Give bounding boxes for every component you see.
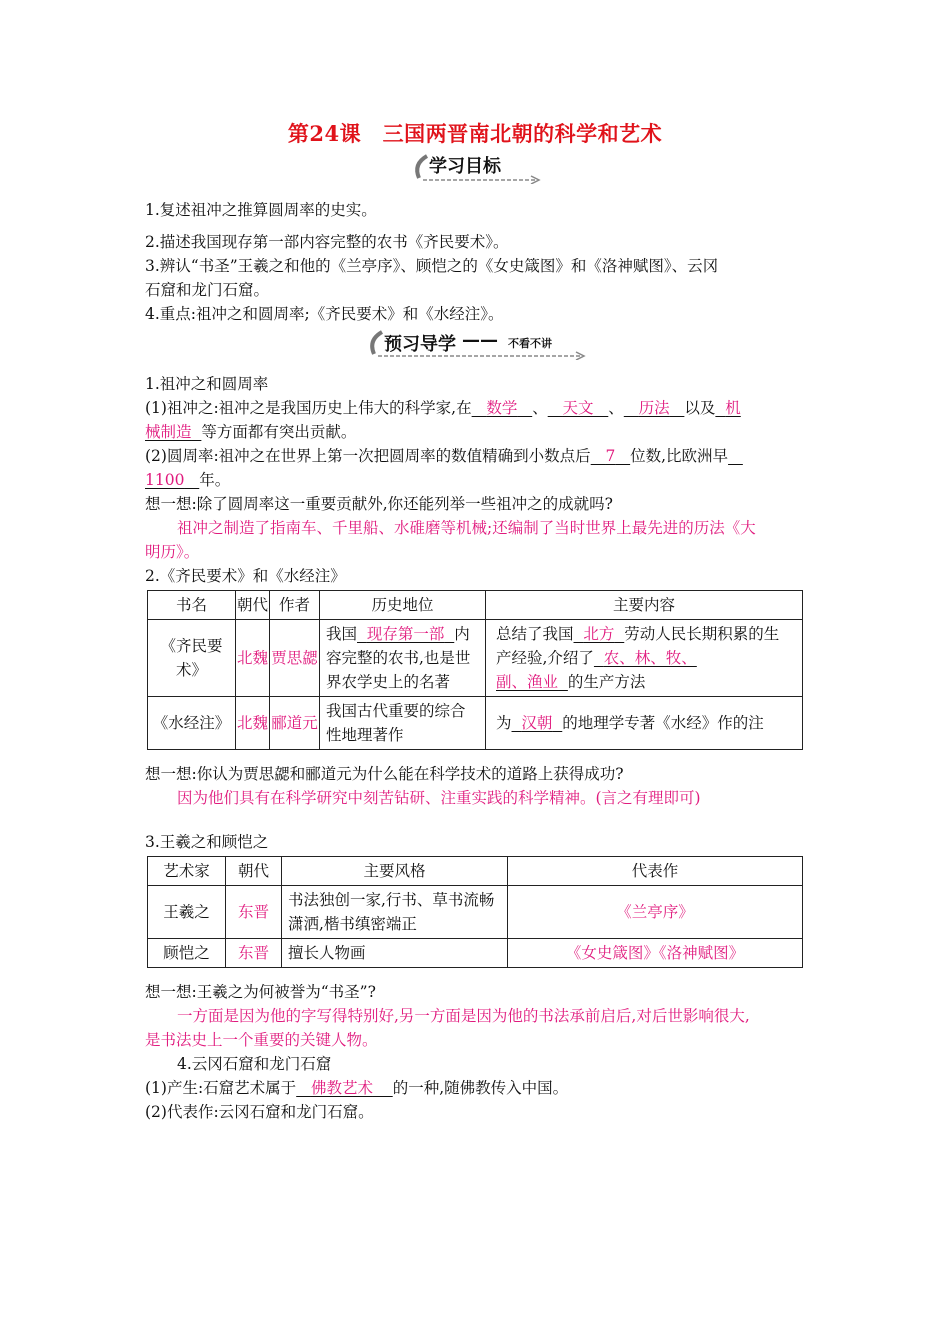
banner-label: 预习导学 <box>384 334 456 355</box>
banner-sublabel: 不看不讲 <box>508 337 552 350</box>
s2-think: 想一想:你认为贾思勰和郦道元为什么能在科学技术的道路上获得成功? <box>145 765 624 783</box>
goal-3-cont: 石窟和龙门石窟。 <box>145 281 270 299</box>
header-style: 主要风格 <box>282 857 508 886</box>
works-answer: 《兰亭序》 <box>508 886 803 939</box>
dynasty-answer: 东晋 <box>226 886 282 939</box>
header-works: 代表作 <box>508 857 803 886</box>
artist-name: 顾恺之 <box>148 939 226 968</box>
goal-4: 4.重点:祖冲之和圆周率;《齐民要术》和《水经注》。 <box>145 305 504 323</box>
header-position: 历史地位 <box>320 591 486 620</box>
s4-paragraph-1: (1)产生:石窟艺术属于 佛教艺术 的一种,随佛教传入中国。 <box>145 1079 569 1097</box>
s1-paragraph-1-cont: 械制造 等方面都有突出贡献。 <box>145 423 357 441</box>
position-cell: 我国古代重要的综合性地理著作 <box>320 697 486 750</box>
table-header-row <box>148 857 803 886</box>
goal-2: 2.描述我国现存第一部内容完整的农书《齐民要术》。 <box>145 233 509 251</box>
s1-paragraph-2-cont: 1100 年。 <box>145 471 231 489</box>
table-header-row <box>148 591 803 620</box>
s4-paragraph-2: (2)代表作:云冈石窟和龙门石窟。 <box>145 1103 374 1121</box>
content-cell: 总结了我国 北方 劳动人民长期积累的生产经验,介绍了 农、林、牧、 副、渔业 的生产方法 <box>486 620 803 697</box>
content-cell: 为 汉朝 的地理学专著《水经》作的注 <box>486 697 803 750</box>
banner-label: 学习目标 <box>429 156 501 177</box>
artists-table <box>147 856 803 968</box>
goal-1: 1.复述祖冲之推算圆周率的史实。 <box>145 201 377 219</box>
table-row <box>148 620 803 697</box>
position-cell: 我国 现存第一部 内容完整的农书,也是世界农学史上的名著 <box>320 620 486 697</box>
table-row <box>148 886 803 939</box>
header-content: 主要内容 <box>486 591 803 620</box>
s1-answer-cont: 明历》。 <box>145 543 200 561</box>
header-author: 作者 <box>270 591 320 620</box>
table-row <box>148 697 803 750</box>
lesson-title: 第24课 三国两晋南北朝的科学和艺术 <box>287 121 663 146</box>
s3-answer-cont: 是书法史上一个重要的关键人物。 <box>145 1031 378 1049</box>
s3-think: 想一想:王羲之为何被誉为“书圣”? <box>145 983 376 1001</box>
header-artist: 艺术家 <box>148 857 226 886</box>
dynasty-answer: 北魏 <box>236 620 270 697</box>
section-3-heading: 3.王羲之和顾恺之 <box>145 833 269 851</box>
table-row <box>148 939 803 968</box>
s1-think: 想一想:除了圆周率这一重要贡献外,你还能列举一些祖冲之的成就吗? <box>145 495 613 513</box>
author-answer: 郦道元 <box>270 697 320 750</box>
section-2-heading: 2.《齐民要术》和《水经注》 <box>145 567 346 585</box>
section-4-heading: 4.云冈石窟和龙门石窟 <box>177 1055 332 1073</box>
author-answer: 贾思勰 <box>270 620 320 697</box>
s1-paragraph-1: (1)祖冲之:祖冲之是我国历史上伟大的科学家,在 数学 、 天文 、 历法 以及 机 <box>145 399 741 417</box>
banner-preview <box>360 326 590 360</box>
books-table <box>147 590 803 750</box>
worksheet-page <box>145 118 805 1124</box>
section-1-heading: 1.祖冲之和圆周率 <box>145 375 269 393</box>
s2-answer: 因为他们具有在科学研究中刻苦钻研、注重实践的科学精神。(言之有理即可) <box>177 789 701 807</box>
dynasty-answer: 东晋 <box>226 939 282 968</box>
artist-name: 王羲之 <box>148 886 226 939</box>
header-dynasty: 朝代 <box>236 591 270 620</box>
book-name: 《水经注》 <box>148 697 236 750</box>
header-dynasty: 朝代 <box>226 857 282 886</box>
works-answer: 《女史箴图》《洛神赋图》 <box>508 939 803 968</box>
dynasty-answer: 北魏 <box>236 697 270 750</box>
s3-answer: 一方面是因为他的字写得特别好,另一方面是因为他的书法承前启后,对后世影响很大, <box>177 1007 750 1025</box>
style-cell: 擅长人物画 <box>282 939 508 968</box>
goal-3: 3.辨认“书圣”王羲之和他的《兰亭序》、顾恺之的《女史箴图》和《洛神赋图》、云冈 <box>145 257 719 275</box>
banner-learning-goals <box>405 150 545 184</box>
s1-answer: 祖冲之制造了指南车、千里船、水碓磨等机械;还编制了当时世界上最先进的历法《大 <box>177 519 756 537</box>
book-name: 《齐民要 术》 <box>148 620 236 697</box>
style-cell: 书法独创一家,行书、草书流畅潇洒,楷书缜密端正 <box>282 886 508 939</box>
header-book: 书名 <box>148 591 236 620</box>
s1-paragraph-2: (2)圆周率:祖冲之在世界上第一次把圆周率的数值精确到小数点后 7 位数,比欧洲早 <box>145 447 729 465</box>
banner-dash: —— <box>462 330 498 351</box>
